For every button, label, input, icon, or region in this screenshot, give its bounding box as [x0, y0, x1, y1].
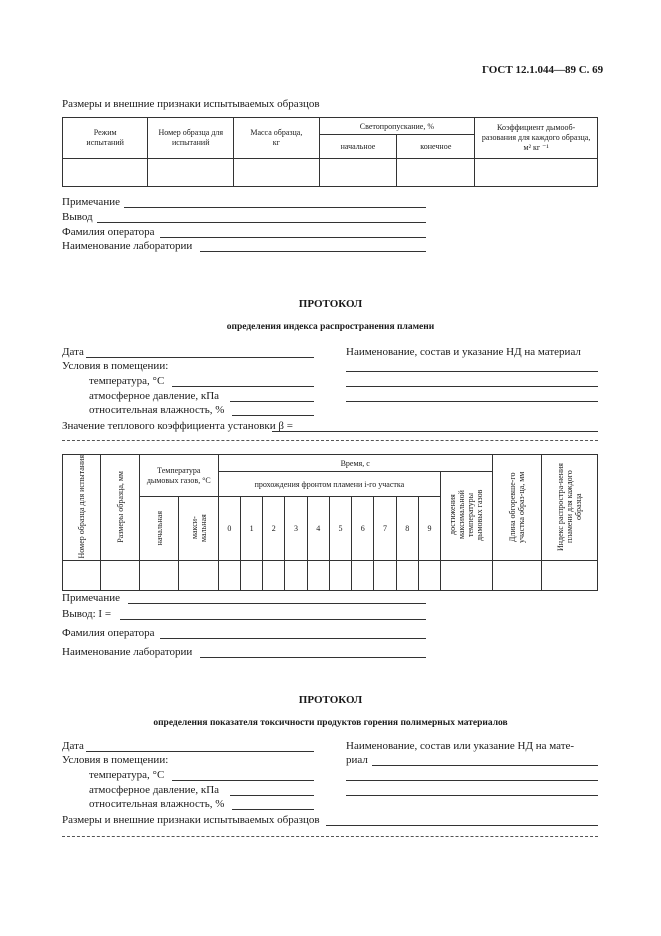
p2-material-line-1 — [346, 371, 598, 372]
th-segment-9: 9 — [418, 497, 440, 561]
cell — [441, 561, 493, 591]
th-coef: Коэффициент дымооб-разования для каждого образца, м² кг ⁻¹ — [475, 118, 598, 159]
p3-material-l1: Наименование, состав или указание НД на мате- — [346, 740, 575, 752]
p3-temperature: температура, °С — [89, 769, 165, 781]
th-initial: начальное — [319, 135, 397, 159]
p2-pressure-line — [230, 401, 314, 402]
cell — [374, 561, 396, 591]
p2-operator-label: Фамилия оператора — [62, 627, 155, 639]
cell — [329, 561, 351, 591]
cell — [179, 561, 218, 591]
cell — [397, 159, 475, 187]
th-segment-4: 4 — [307, 497, 329, 561]
cell — [418, 561, 440, 591]
cell — [542, 561, 598, 591]
cell — [396, 561, 418, 591]
cell — [101, 561, 139, 591]
p2-humidity: относительная влажность, % — [89, 404, 225, 416]
protocol2-title: ПРОТОКОЛ — [298, 298, 363, 310]
p3-sizes: Размеры и внешние признаки испытываемых образцов — [62, 814, 320, 826]
p3-date-label: Дата — [62, 740, 84, 752]
cell — [352, 561, 374, 591]
s1-operator-label: Фамилия оператора — [62, 226, 155, 238]
p3-date-line — [86, 751, 314, 752]
s1-lab-label: Наименование лаборатории — [62, 240, 193, 252]
cell — [263, 561, 285, 591]
cell — [148, 159, 234, 187]
flame-table — [62, 454, 598, 591]
p3-dashed-line — [62, 836, 598, 837]
cell — [492, 561, 542, 591]
p2-thermal-coef: Значение теплового коэффициента установки β = — [62, 420, 293, 432]
p2-date-line — [86, 357, 314, 358]
smoke-table — [62, 117, 598, 187]
p2-lab-line — [200, 657, 426, 658]
p2-humidity-line — [232, 415, 314, 416]
th-temp-initial: начальная — [139, 497, 178, 561]
th-max-temp-reach: достижения максимальной температуры дымовых газов — [441, 472, 493, 561]
protocol3-title: ПРОТОКОЛ — [298, 694, 363, 706]
s1-lab-line — [200, 251, 426, 252]
s1-note-label: Примечание — [62, 196, 120, 208]
p3-temperature-line — [172, 780, 314, 781]
th-index: Индекс распростра-нения пламени для каждого образца — [542, 455, 598, 561]
th-time-group: Время, с — [218, 455, 492, 472]
p2-note-line — [128, 603, 426, 604]
protocol3-subtitle: определения показателя токсичности продуктов горения полимерных материалов — [153, 718, 508, 728]
th-sample-no: Номер образца для испытания — [63, 455, 101, 561]
th-segment-2: 2 — [263, 497, 285, 561]
p3-material-l2: риал — [346, 754, 368, 766]
section1-caption: Размеры и внешние признаки испытываемых образцов — [62, 98, 320, 110]
th-length: Длина обгоревше-го участка образ-ца, мм — [492, 455, 542, 561]
p3-material-line-3 — [346, 795, 598, 796]
p2-conditions: Условия в помещении: — [62, 360, 169, 372]
p3-pressure: атмосферное давление, кПа — [89, 784, 220, 796]
cell — [319, 159, 397, 187]
s1-note-line — [124, 207, 426, 208]
th-segment-1: 1 — [240, 497, 262, 561]
cell — [139, 561, 178, 591]
s1-conclusion-label: Вывод — [62, 211, 93, 223]
p2-temperature: температура, °С — [89, 375, 165, 387]
th-segment-5: 5 — [329, 497, 351, 561]
p2-conclusion-line — [120, 619, 426, 620]
th-temp-group: Температура дымовых газов, °С — [139, 455, 218, 497]
s1-operator-line — [160, 237, 426, 238]
th-segment-6: 6 — [352, 497, 374, 561]
cell — [218, 561, 240, 591]
p2-thermal-coef-line — [272, 431, 598, 432]
p2-material-label: Наименование, состав и указание НД на материал — [346, 346, 581, 358]
th-mode: Режим испытаний — [63, 118, 148, 159]
p3-pressure-line — [230, 795, 314, 796]
cell — [240, 561, 262, 591]
th-final: конечное — [397, 135, 475, 159]
p3-humidity-line — [232, 809, 314, 810]
th-segment-0: 0 — [218, 497, 240, 561]
th-sizes: Размеры образца, мм — [101, 455, 139, 561]
protocol2-subtitle: определения индекса распространения пламени — [226, 322, 435, 332]
th-segment-8: 8 — [396, 497, 418, 561]
p2-temperature-line — [172, 386, 314, 387]
cell — [63, 159, 148, 187]
th-temp-max: макси-мальная — [179, 497, 218, 561]
s1-conclusion-line — [97, 222, 426, 223]
p2-dashed-line — [62, 440, 598, 441]
p2-material-line-2 — [346, 386, 598, 387]
p2-material-line-3 — [346, 401, 598, 402]
p2-lab-label: Наименование лаборатории — [62, 646, 193, 658]
th-sample-no: Номер образца для испытаний — [148, 118, 234, 159]
th-transmission: Светопропускание, % — [319, 118, 475, 135]
cell — [475, 159, 598, 187]
cell — [234, 159, 319, 187]
cell — [307, 561, 329, 591]
th-front-passage: прохождения фронтом пламени i-го участка — [218, 472, 440, 497]
th-mass: Масса образца, кг — [234, 118, 319, 159]
th-segment-3: 3 — [285, 497, 307, 561]
p2-conclusion-label: Вывод: I = — [62, 608, 112, 620]
p3-material-line-1 — [372, 765, 598, 766]
p3-sizes-line — [326, 825, 598, 826]
cell — [285, 561, 307, 591]
p2-note-label: Примечание — [62, 592, 120, 604]
p2-date-label: Дата — [62, 346, 84, 358]
p3-humidity: относительная влажность, % — [89, 798, 225, 810]
p2-operator-line — [160, 638, 426, 639]
p3-material-line-2 — [346, 780, 598, 781]
page-header: ГОСТ 12.1.044—89 С. 69 — [482, 64, 604, 76]
th-segment-7: 7 — [374, 497, 396, 561]
cell — [63, 561, 101, 591]
p2-pressure: атмосферное давление, кПа — [89, 390, 220, 402]
p3-conditions: Условия в помещении: — [62, 754, 169, 766]
